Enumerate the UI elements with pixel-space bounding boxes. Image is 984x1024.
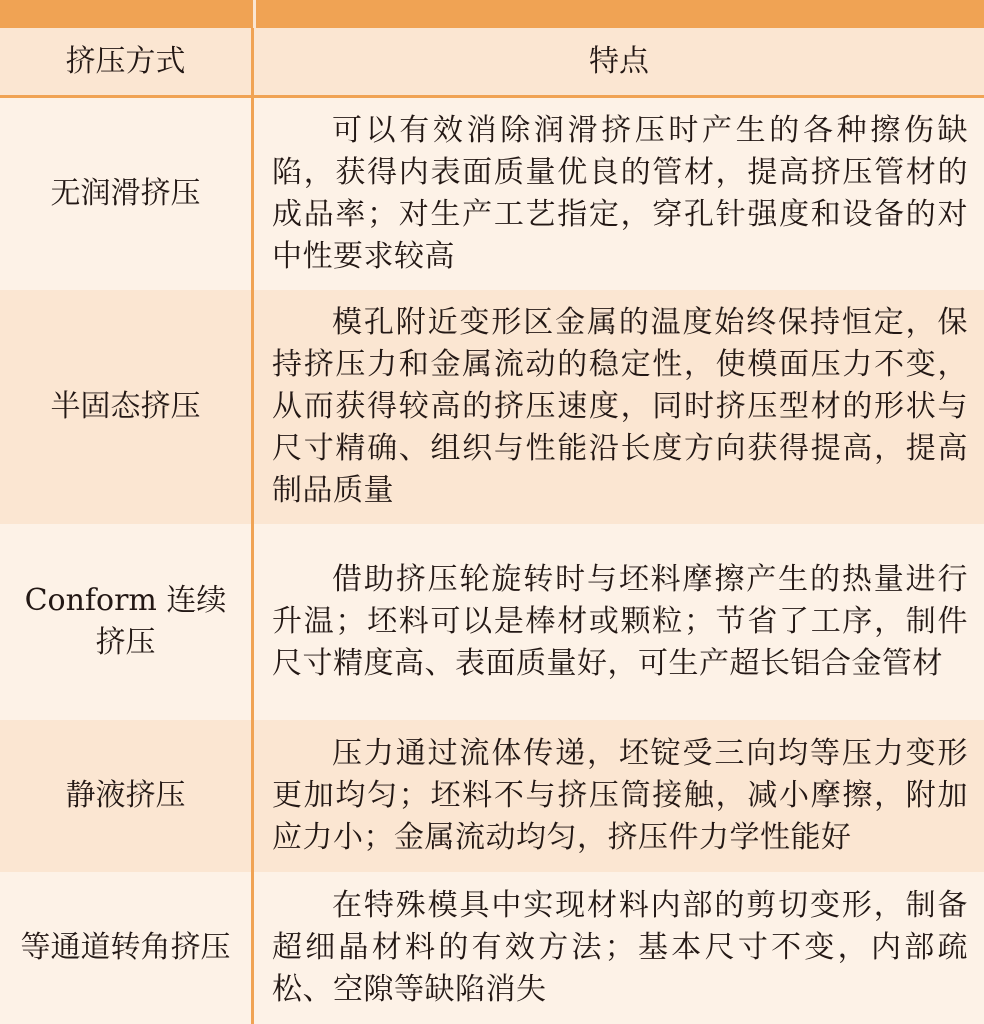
method-name: 半固态挤压: [50, 389, 201, 424]
table-top-band: [0, 0, 984, 28]
feature-text: 可以有效消除润滑挤压时产生的各种擦伤缺陷，获得内表面质量优良的管材，提高挤压管材的成品率；对生产工艺指定，穿孔针强度和设备的对中性要求较高: [272, 113, 968, 274]
method-cell: [0, 98, 254, 290]
table-row: [0, 720, 984, 872]
feature-text: 压力通过流体传递，坯锭受三向均等压力变形更加均匀；坯料不与挤压筒接触，减小摩擦，附加应力小；金属流动均匀，挤压件力学性能好: [272, 736, 968, 855]
header-feature: 特点: [589, 43, 649, 79]
table-header-row: [0, 28, 984, 98]
feature-cell: [254, 98, 984, 290]
table-row: [0, 524, 984, 720]
table-row: [0, 290, 984, 524]
method-cell: [0, 290, 254, 524]
feature-cell: [254, 720, 984, 872]
feature-text: 模孔附近变形区金属的温度始终保持恒定，保持挤压力和金属流动的稳定性，使模面压力不变，从而获得较高的挤压速度，同时挤压型材的形状与尺寸精确、组织与性能沿长度方向获得提高，提高制品质量: [272, 305, 968, 508]
feature-cell: [254, 290, 984, 524]
method-name: Conform 连续挤压: [24, 583, 227, 660]
method-name: 等通道转角挤压: [20, 930, 231, 965]
header-method: 挤压方式: [0, 28, 254, 95]
method-name: 无润滑挤压: [50, 176, 201, 211]
feature-cell: [254, 872, 984, 1024]
feature-text: 在特殊模具中实现材料内部的剪切变形，制备超细晶材料的有效方法；基本尺寸不变，内部疏松、空隙等缺陷消失: [272, 888, 968, 1007]
extrusion-methods-table: [0, 28, 984, 1024]
table-row: [0, 872, 984, 1024]
feature-cell: [254, 524, 984, 720]
method-cell: [0, 872, 254, 1024]
method-name: 静液挤压: [65, 778, 186, 813]
method-cell: [0, 524, 254, 720]
column-divider: [253, 0, 256, 28]
feature-text: 借助挤压轮旋转时与坯料摩擦产生的热量进行升温；坯料可以是棒材或颗粒；节省了工序，制件尺寸精度高、表面质量好，可生产超长铝合金管材: [272, 562, 968, 681]
table-row: [0, 98, 984, 290]
method-cell: [0, 720, 254, 872]
